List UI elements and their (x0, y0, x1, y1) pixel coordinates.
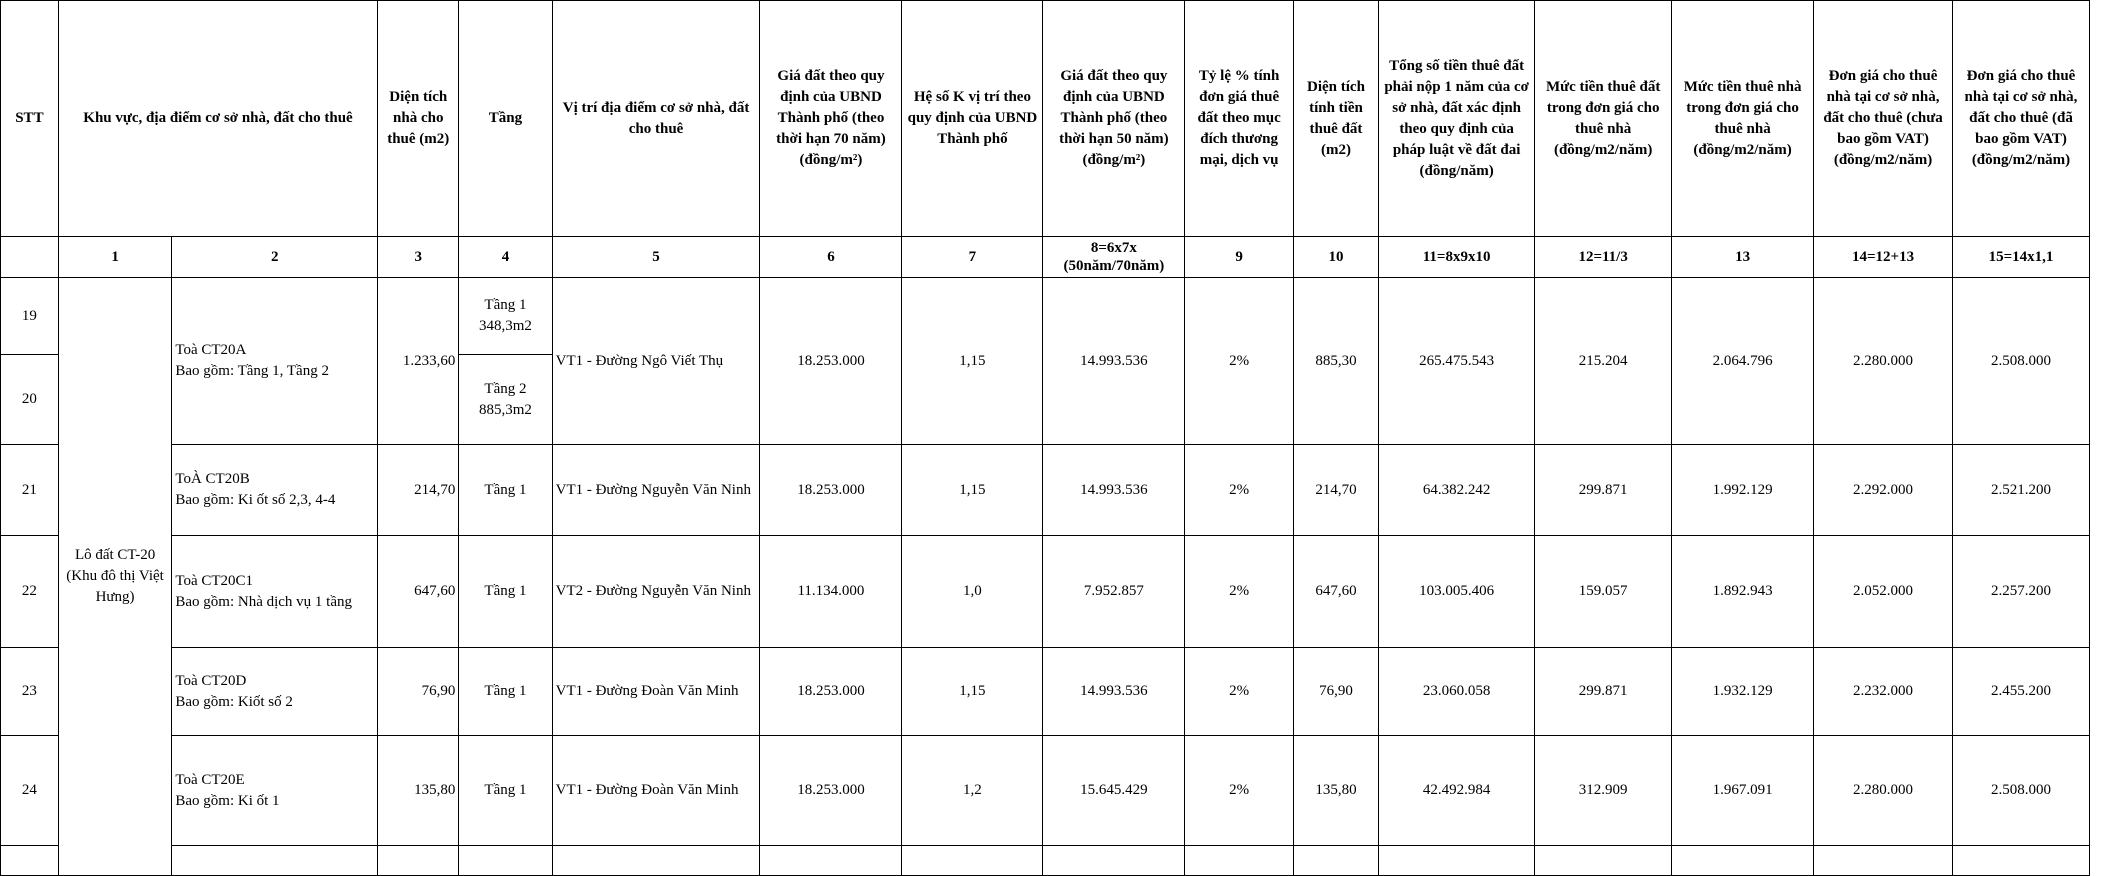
building-detail: Bao gồm: Nhà dịch vụ 1 tầng (175, 593, 352, 610)
k-factor-cell: 1,15 (902, 445, 1043, 536)
col-number: 14=12+13 (1814, 237, 1953, 278)
price-incl-vat-cell: 2.257.200 (1952, 536, 2089, 648)
building-name: Toà CT20E (175, 771, 245, 788)
building-detail: Bao gồm: Ki ốt số 2,3, 4-4 (175, 492, 336, 508)
row-stt (1, 846, 59, 876)
total-rent-cell: 265.475.543 (1379, 278, 1535, 445)
calc-area-cell: 885,30 (1293, 278, 1378, 445)
location-cell: VT1 - Đường Ngô Viết Thụ (552, 278, 760, 445)
house-rent-cell: 1.967.091 (1672, 736, 1814, 846)
land-rent-cell: 159.057 (1535, 536, 1672, 648)
total-rent-cell: 103.005.406 (1379, 536, 1535, 648)
house-rent-cell: 1.932.129 (1672, 648, 1814, 736)
header-gia-50: Giá đất theo quy định của UBND Thành phố (theo thời hạn 50 năm) (đồng/m²) (1043, 1, 1185, 237)
house-rent-cell: 1.992.129 (1672, 445, 1814, 536)
floor-cell (459, 846, 552, 876)
land-rent-cell: 299.871 (1535, 648, 1672, 736)
price-incl-vat-cell: 2.521.200 (1952, 445, 2089, 536)
price-incl-vat-cell: 2.455.200 (1952, 648, 2089, 736)
location-cell: VT1 - Đường Nguyễn Văn Ninh (552, 445, 760, 536)
building-cell (172, 445, 378, 536)
area-cell: 647,60 (378, 536, 459, 648)
building-detail: Bao gồm: Ki ốt 1 (175, 792, 280, 809)
table-row (1, 648, 2090, 736)
price-50-cell: 7.952.857 (1043, 536, 1185, 648)
building-cell (172, 278, 378, 445)
floor-cell: Tầng 1 348,3m2 (459, 278, 552, 355)
price-50-cell: 14.993.536 (1043, 648, 1185, 736)
col-number: 12=11/3 (1535, 237, 1672, 278)
header-don-gia-vat: Đơn giá cho thuê nhà tại cơ sở nhà, đất cho thuê (đã bao gồm VAT) (đồng/m2/năm) (1952, 1, 2089, 237)
header-don-gia-chua-vat: Đơn giá cho thuê nhà tại cơ sở nhà, đất cho thuê (chưa bao gồm VAT) (đồng/m2/năm) (1814, 1, 1953, 237)
price-excl-vat-cell: 2.280.000 (1814, 278, 1953, 445)
floor-cell: Tầng 1 (459, 648, 552, 736)
col-number: 3 (378, 237, 459, 278)
land-rent-cell (1535, 846, 1672, 876)
col-number: 4 (459, 237, 552, 278)
rate-cell: 2% (1185, 736, 1294, 846)
area-cell: 1.233,60 (378, 278, 459, 445)
col-number: 10 (1293, 237, 1378, 278)
land-rent-cell: 215.204 (1535, 278, 1672, 445)
calc-area-cell: 214,70 (1293, 445, 1378, 536)
floor-cell: Tầng 1 (459, 736, 552, 846)
rate-cell: 2% (1185, 648, 1294, 736)
location-cell (552, 846, 760, 876)
calc-area-cell: 76,90 (1293, 648, 1378, 736)
price-70-cell: 18.253.000 (760, 648, 902, 736)
k-factor-cell: 1,0 (902, 536, 1043, 648)
area-cell: 214,70 (378, 445, 459, 536)
header-he-so-k: Hệ số K vị trí theo quy định của UBND Thành phố (902, 1, 1043, 237)
price-incl-vat-cell (1952, 846, 2089, 876)
row-stt: 19 (1, 278, 59, 355)
land-rent-cell: 312.909 (1535, 736, 1672, 846)
building-name: Toà CT20C1 (175, 572, 254, 589)
price-excl-vat-cell: 2.292.000 (1814, 445, 1953, 536)
building-detail: Bao gồm: Tầng 1, Tầng 2 (175, 363, 329, 379)
building-name: Toà CT20D (175, 672, 247, 689)
col-number: 13 (1672, 237, 1814, 278)
building-name: Toà CT20A (175, 342, 247, 358)
col-number: 7 (902, 237, 1043, 278)
table-row (1, 278, 2090, 355)
price-70-cell: 18.253.000 (760, 278, 902, 445)
location-cell: VT1 - Đường Đoàn Văn Minh (552, 736, 760, 846)
column-number-row (1, 237, 2090, 278)
header-row (1, 1, 2090, 237)
area-cell: 76,90 (378, 648, 459, 736)
row-stt: 20 (1, 355, 59, 445)
floor-cell: Tầng 2 885,3m2 (459, 355, 552, 445)
building-name: ToÀ CT20B (175, 471, 250, 487)
house-rent-cell (1672, 846, 1814, 876)
header-muc-nha: Mức tiền thuê nhà trong đơn giá cho thuê nhà (đồng/m2/năm) (1672, 1, 1814, 237)
price-incl-vat-cell: 2.508.000 (1952, 278, 2089, 445)
table-row (1, 445, 2090, 536)
calc-area-cell (1293, 846, 1378, 876)
k-factor-cell (902, 846, 1043, 876)
price-70-cell: 11.134.000 (760, 536, 902, 648)
header-tong-tien: Tổng số tiền thuê đất phải nộp 1 năm của cơ sở nhà, đất xác định theo quy định của pháp luật về đất đai (đồng/năm) (1379, 1, 1535, 237)
header-dien-tich: Diện tích nhà cho thuê (m2) (378, 1, 459, 237)
area-cell (378, 846, 459, 876)
col-number: 1 (58, 237, 172, 278)
price-excl-vat-cell: 2.052.000 (1814, 536, 1953, 648)
rate-cell (1185, 846, 1294, 876)
header-gia-70: Giá đất theo quy định của UBND Thành phố (theo thời hạn 70 năm) (đồng/m²) (760, 1, 902, 237)
table-row-partial (1, 846, 2090, 876)
price-excl-vat-cell (1814, 846, 1953, 876)
price-50-cell: 14.993.536 (1043, 445, 1185, 536)
col-number: 5 (552, 237, 760, 278)
table-row (1, 736, 2090, 846)
calc-area-cell: 135,80 (1293, 736, 1378, 846)
header-dt-tinh: Diện tích tính tiền thuê đất (m2) (1293, 1, 1378, 237)
total-rent-cell: 23.060.058 (1379, 648, 1535, 736)
total-rent-cell (1379, 846, 1535, 876)
building-cell (172, 648, 378, 736)
price-incl-vat-cell: 2.508.000 (1952, 736, 2089, 846)
k-factor-cell: 1,2 (902, 736, 1043, 846)
col-number: 15=14x1,1 (1952, 237, 2089, 278)
total-rent-cell: 64.382.242 (1379, 445, 1535, 536)
price-50-cell: 15.645.429 (1043, 736, 1185, 846)
house-rent-cell: 1.892.943 (1672, 536, 1814, 648)
location-cell: VT2 - Đường Nguyễn Văn Ninh (552, 536, 760, 648)
rate-cell: 2% (1185, 278, 1294, 445)
col-number: 11=8x9x10 (1379, 237, 1535, 278)
building-detail: Bao gồm: Kiốt số 2 (175, 693, 293, 710)
header-stt: STT (1, 1, 59, 237)
price-50-cell (1043, 846, 1185, 876)
price-excl-vat-cell: 2.232.000 (1814, 648, 1953, 736)
building-cell (172, 846, 378, 876)
floor-cell: Tầng 1 (459, 536, 552, 648)
header-vi-tri: Vị trí địa điểm cơ sở nhà, đất cho thuê (552, 1, 760, 237)
floor-cell: Tầng 1 (459, 445, 552, 536)
price-70-cell (760, 846, 902, 876)
house-rent-cell: 2.064.796 (1672, 278, 1814, 445)
building-cell (172, 536, 378, 648)
col-number: 6 (760, 237, 902, 278)
location-cell: VT1 - Đường Đoàn Văn Minh (552, 648, 760, 736)
rate-cell: 2% (1185, 536, 1294, 648)
price-70-cell: 18.253.000 (760, 736, 902, 846)
row-stt: 24 (1, 736, 59, 846)
col-number: 2 (172, 237, 378, 278)
row-stt: 23 (1, 648, 59, 736)
col-number: 9 (1185, 237, 1294, 278)
header-khu-vuc: Khu vực, địa điểm cơ sở nhà, đất cho thuê (58, 1, 377, 237)
price-50-cell: 14.993.536 (1043, 278, 1185, 445)
rate-cell: 2% (1185, 445, 1294, 536)
calc-area-cell: 647,60 (1293, 536, 1378, 648)
group-label: Lô đất CT-20 (Khu đô thị Việt Hưng) (58, 278, 172, 876)
k-factor-cell: 1,15 (902, 278, 1043, 445)
area-cell: 135,80 (378, 736, 459, 846)
header-muc-dat: Mức tiền thuê đất trong đơn giá cho thuê nhà (đồng/m2/năm) (1535, 1, 1672, 237)
header-ty-le: Tỷ lệ % tính đơn giá thuê đất theo mục đích thương mại, dịch vụ (1185, 1, 1294, 237)
col-number-blank (1, 237, 59, 278)
price-excl-vat-cell: 2.280.000 (1814, 736, 1953, 846)
k-factor-cell: 1,15 (902, 648, 1043, 736)
price-70-cell: 18.253.000 (760, 445, 902, 536)
header-tang: Tầng (459, 1, 552, 237)
building-cell (172, 736, 378, 846)
table-row (1, 536, 2090, 648)
total-rent-cell: 42.492.984 (1379, 736, 1535, 846)
row-stt: 22 (1, 536, 59, 648)
col-number: 8=6x7x (50năm/70năm) (1043, 237, 1185, 278)
land-rent-cell: 299.871 (1535, 445, 1672, 536)
row-stt: 21 (1, 445, 59, 536)
